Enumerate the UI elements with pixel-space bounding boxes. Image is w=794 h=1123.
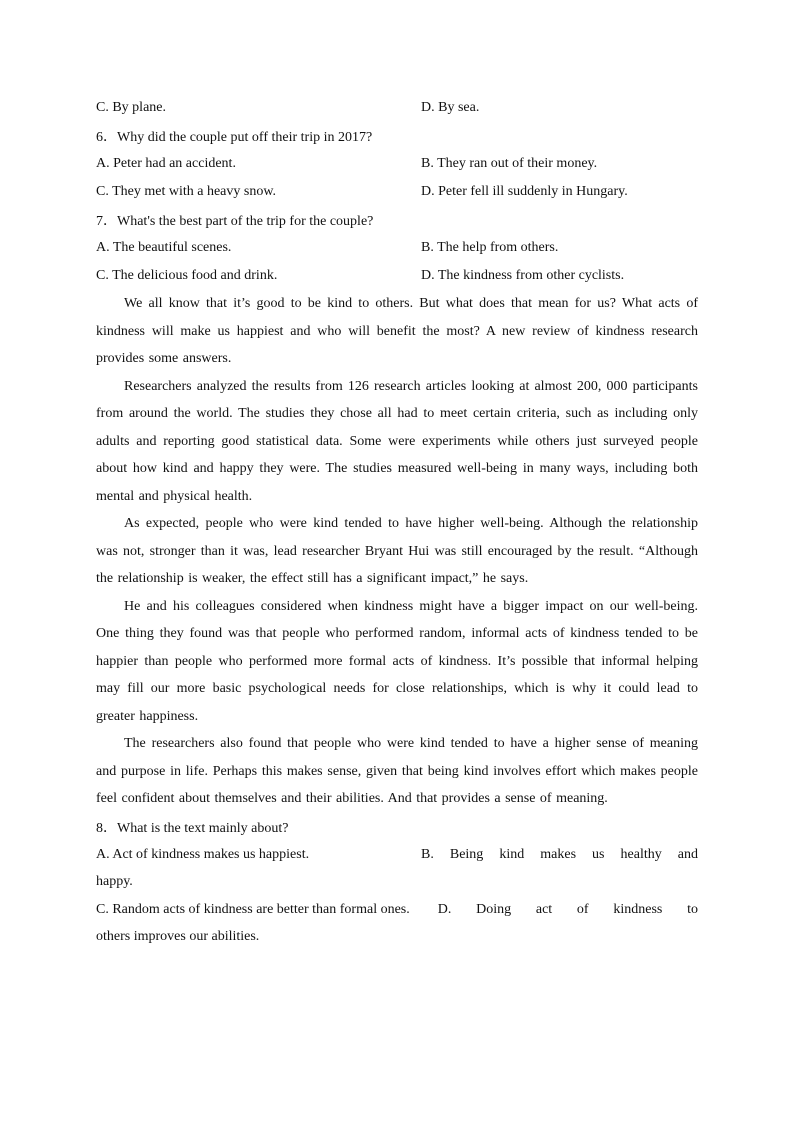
q5-option-d: D. By sea. <box>421 100 480 115</box>
passage-paragraph-4: He and his colleagues considered when kindness might have a bigger impact on our well-being. One thing they found was that people who performed random, informal acts of kindness tended to be happier than people who performed more formal acts of kindness. It’s possible that informal helping may fill our more basic psychological needs for close relationships, which is why it could lead to greater happiness. <box>96 598 698 724</box>
q6-option-a: A. Peter had an accident. <box>96 156 236 171</box>
q8-option-a: A. Act of kindness makes us happiest. <box>96 846 310 862</box>
q8-option-d-line2: others improves our abilities. <box>96 929 260 944</box>
q6-option-d: D. Peter fell ill suddenly in Hungary. <box>421 184 628 199</box>
q7-option-b: B. The help from others. <box>421 240 559 255</box>
q8-options-ab <box>96 841 698 896</box>
q8-options-cd <box>96 896 698 951</box>
q6-options-row-ab <box>96 150 698 178</box>
passage-paragraph-5: The researchers also found that people who were kind tended to have a higher sense of meaning and purpose in life. Perhaps this makes sense, given that being kind involves effort which makes people feel confident about themselves and their abilities. And that provides a sense of meaning. <box>96 736 698 806</box>
q8-option-b-line1: B. Being kind makes us healthy and <box>421 846 698 862</box>
q6-option-c: C. They met with a heavy snow. <box>96 184 277 199</box>
document-page <box>96 94 698 951</box>
q7-option-c: C. The delicious food and drink. <box>96 268 278 283</box>
q7-options-row-cd <box>96 262 698 290</box>
q6-options-row-cd <box>96 178 698 206</box>
q7-option-d: D. The kindness from other cyclists. <box>421 268 625 283</box>
q7-option-a: A. The beautiful scenes. <box>96 240 232 255</box>
q8-option-d-line1: D. Doing act of kindness to <box>437 901 698 917</box>
passage-paragraph-3: As expected, people who were kind tended to have higher well-being. Although the relationship was not, stronger than it was, lead researcher Bryant Hui was still encouraged by the result. “Although the relationship is weaker, the effect still has a significant impact,” he says. <box>96 516 698 586</box>
q7-options-row-ab <box>96 234 698 262</box>
passage-paragraph-1: We all know that it’s good to be kind to others. But what does that mean for us? What acts of kindness will make us happiest and who will benefit the most? A new review of kindness research provides some answers. <box>96 296 698 366</box>
passage-paragraph-2: Researchers analyzed the results from 126 research articles looking at almost 200, 000 participants from around the world. The studies they chose all had to meet certain criteria, such as including only adults and reporting good statistical data. Some were experiments while others just surveyed people about how kind and happy they were. The studies measured well-being in many ways, including both mental and physical health. <box>96 378 698 504</box>
q6-question: 6．Why did the couple put off their trip in 2017? <box>96 130 373 145</box>
q8-option-b-line2: happy. <box>96 874 133 889</box>
q7-question: 7．What's the best part of the trip for the couple? <box>96 214 374 229</box>
q8-question: 8．What is the text mainly about? <box>96 820 289 836</box>
q5-option-c: C. By plane. <box>96 100 166 115</box>
q8-option-c: C. Random acts of kindness are better than formal ones. <box>96 901 410 917</box>
q6-option-b: B. They ran out of their money. <box>421 156 598 171</box>
q5-options-row-cd <box>96 94 698 122</box>
